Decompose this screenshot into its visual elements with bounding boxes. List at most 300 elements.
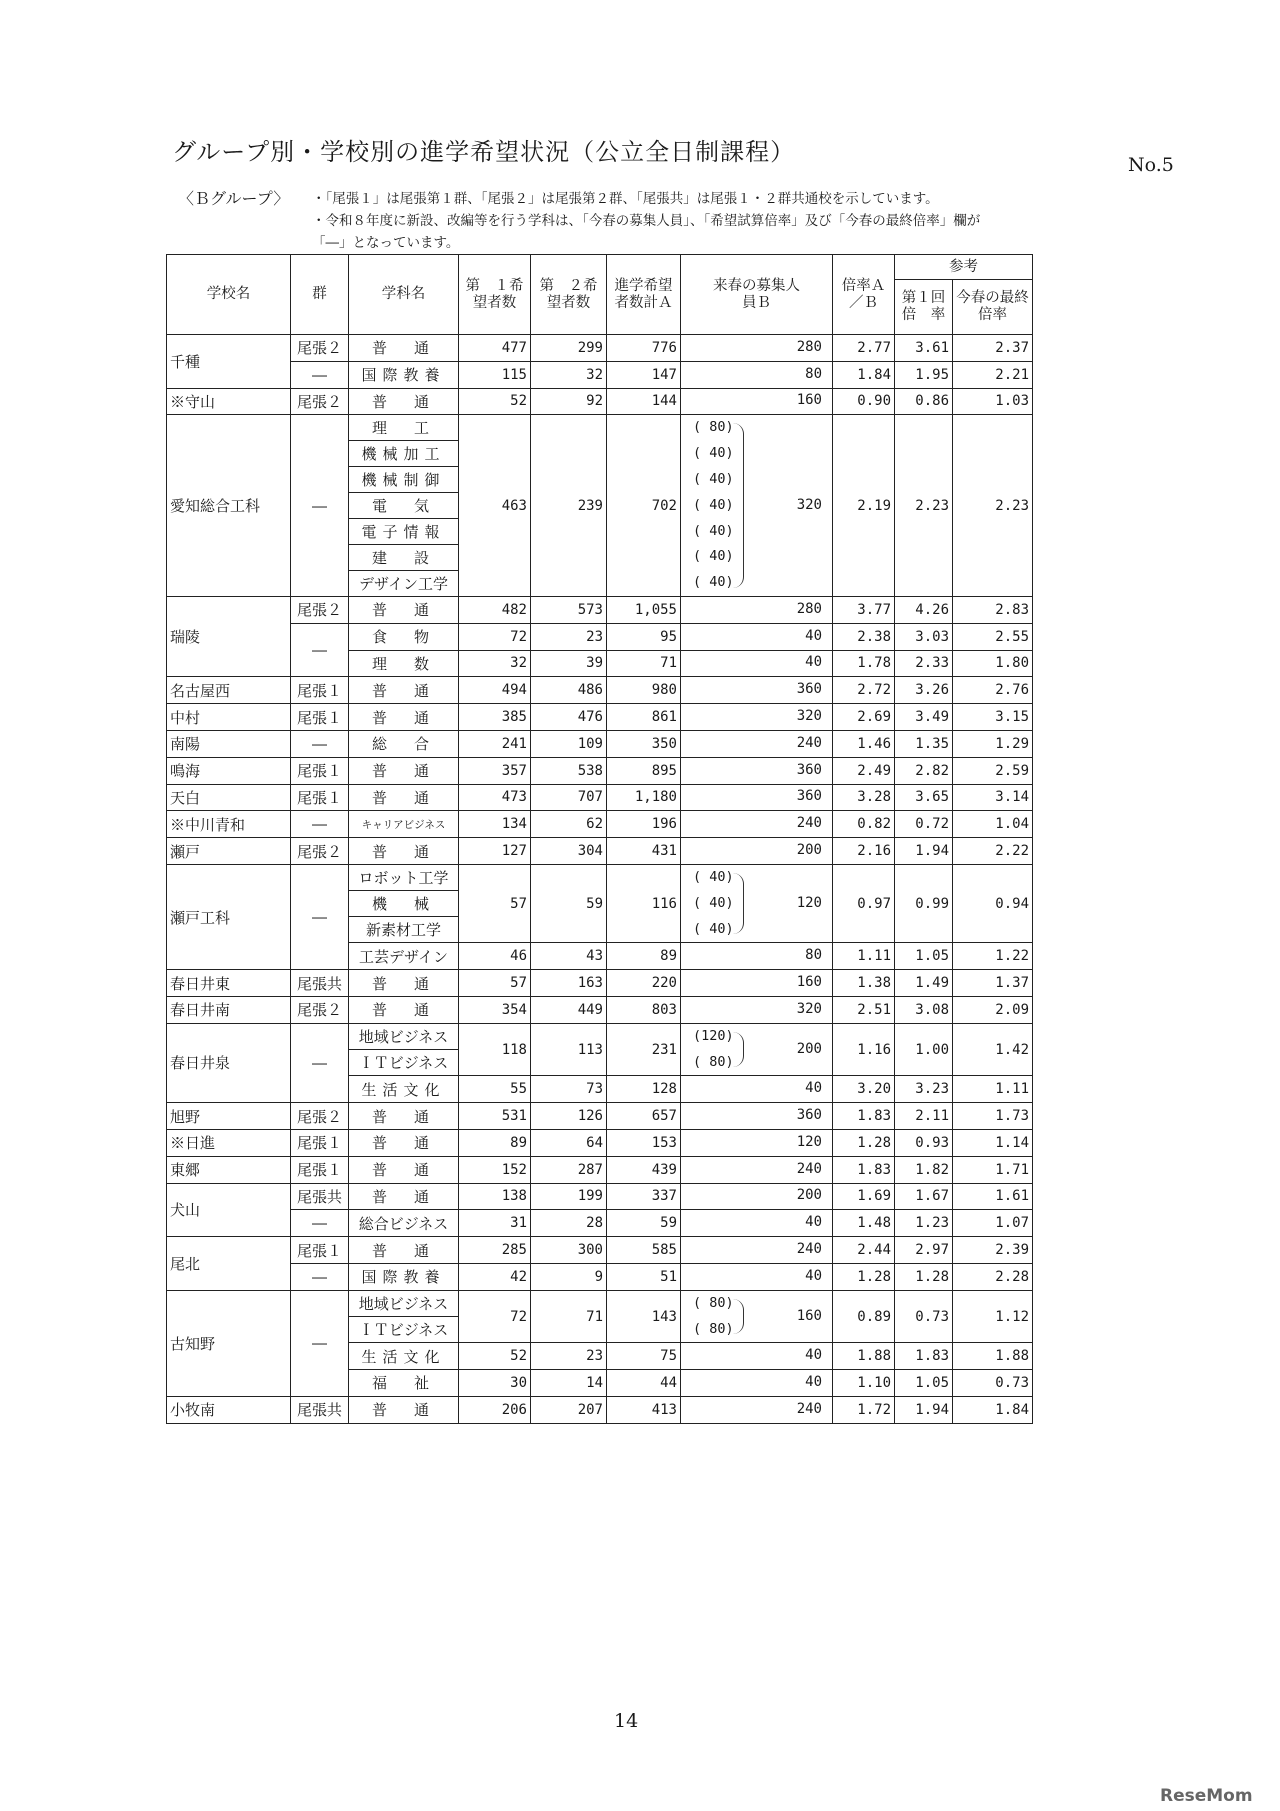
table-row [167,1210,1033,1237]
second-choice-cell: 486 [531,677,607,704]
capacity-cell [681,361,833,388]
total-applicants-cell: 980 [607,677,681,704]
capacity-cell [681,1023,833,1076]
group-cell: ― [291,1290,349,1396]
watermark-logo: ReseMom [1160,1786,1253,1806]
table-row [167,388,1033,415]
first-choice-cell: 42 [459,1263,531,1290]
school-name-cell: 名古屋西 [167,677,291,704]
ratio-cell: 0.82 [833,811,895,838]
group-cell: 尾張共 [291,1396,349,1423]
first-choice-cell: 357 [459,757,531,784]
header-ratio: 倍率Ａ／Ｂ [833,255,895,335]
department-cell: 総合ビジネス [349,1210,459,1237]
final-ratio-cell: 2.37 [953,335,1033,362]
first-choice-cell: 52 [459,388,531,415]
capacity-cell [681,704,833,731]
sub-capacity-label: ( 80) [693,419,734,436]
capacity-value: 200 [796,842,822,859]
group-cell: ― [291,361,349,388]
first-choice-cell: 138 [459,1183,531,1210]
department-cell: 機械制御 [349,467,459,493]
table-row [167,996,1033,1023]
table-row [167,677,1033,704]
group-cell: 尾張２ [291,996,349,1023]
second-choice-cell: 199 [531,1183,607,1210]
second-choice-cell: 126 [531,1103,607,1130]
group-cell: 尾張１ [291,784,349,811]
first-round-ratio-cell: 1.35 [895,730,953,757]
capacity-cell [681,1129,833,1156]
final-ratio-cell: 1.80 [953,650,1033,677]
department-cell: 普 通 [349,596,459,623]
first-round-ratio-cell: 4.26 [895,596,953,623]
header-total-applicants: 進学希望者数計Ａ [607,255,681,335]
capacity-cell [681,1183,833,1210]
second-choice-cell: 92 [531,388,607,415]
capacity-cell [681,650,833,677]
table-row [167,1103,1033,1130]
total-applicants-cell: 71 [607,650,681,677]
department-cell: 機 械 [349,891,459,917]
capacity-value: 240 [796,734,822,751]
first-choice-cell: 30 [459,1370,531,1397]
group-cell: ― [291,1210,349,1237]
ratio-cell: 1.28 [833,1263,895,1290]
capacity-value: 360 [796,1107,822,1124]
note-line-2: ・令和８年度に新設、改編等を行う学科は、「今春の募集人員」、「希望試算倍率」及び「今春の最終倍率」欄が [312,213,981,229]
final-ratio-cell: 1.71 [953,1156,1033,1183]
department-cell: 福 祉 [349,1370,459,1397]
department-cell: 国際教養 [349,361,459,388]
department-cell: 理 工 [349,415,459,441]
capacity-cell [681,1370,833,1397]
header-final-ratio: 今春の最終倍率 [953,280,1033,335]
department-cell: デザイン工学 [349,571,459,597]
sub-capacity-label: ( 80) [693,1053,734,1070]
final-ratio-cell: 1.42 [953,1023,1033,1076]
capacity-value: 240 [796,1160,822,1177]
first-choice-cell: 473 [459,784,531,811]
department-cell: 普 通 [349,335,459,362]
first-choice-cell: 241 [459,730,531,757]
second-choice-cell: 71 [531,1290,607,1343]
capacity-value: 40 [805,1080,822,1097]
second-choice-cell: 62 [531,811,607,838]
brace-icon [733,1299,744,1335]
capacity-cell [681,1263,833,1290]
capacity-value: 40 [805,1267,822,1284]
table-row [167,1156,1033,1183]
first-round-ratio-cell: 1.95 [895,361,953,388]
first-round-ratio-cell: 1.00 [895,1023,953,1076]
school-name-cell: ※中川青和 [167,811,291,838]
total-applicants-cell: 116 [607,864,681,942]
department-cell: 普 通 [349,970,459,997]
second-choice-cell: 300 [531,1237,607,1264]
capacity-value: 280 [796,600,822,617]
ratio-cell: 3.77 [833,596,895,623]
first-round-ratio-cell: 1.94 [895,1396,953,1423]
second-choice-cell: 287 [531,1156,607,1183]
department-cell: 普 通 [349,704,459,731]
first-choice-cell: 118 [459,1023,531,1076]
total-applicants-cell: 1,180 [607,784,681,811]
department-cell: 普 通 [349,784,459,811]
capacity-value: 240 [796,815,822,832]
brace-icon [733,873,744,934]
ratio-cell: 3.28 [833,784,895,811]
first-choice-cell: 89 [459,1129,531,1156]
ratio-cell: 1.10 [833,1370,895,1397]
table-row [167,1290,1033,1316]
ratio-cell: 0.90 [833,388,895,415]
second-choice-cell: 28 [531,1210,607,1237]
final-ratio-cell: 2.55 [953,623,1033,650]
total-applicants-cell: 231 [607,1023,681,1076]
sub-capacity-label: ( 40) [693,868,734,885]
sub-capacity-label: (120) [693,1027,734,1044]
department-cell: 普 通 [349,1156,459,1183]
second-choice-cell: 538 [531,757,607,784]
school-name-cell: 春日井泉 [167,1023,291,1102]
second-choice-cell: 9 [531,1263,607,1290]
total-applicants-cell: 44 [607,1370,681,1397]
capacity-cell [681,415,833,597]
school-name-cell: 旭野 [167,1103,291,1130]
first-choice-cell: 134 [459,811,531,838]
header-second-choice: 第 ２希望者数 [531,255,607,335]
second-choice-cell: 64 [531,1129,607,1156]
first-choice-cell: 115 [459,361,531,388]
capacity-value: 160 [796,1307,822,1324]
first-choice-cell: 531 [459,1103,531,1130]
table-row [167,864,1033,890]
second-choice-cell: 43 [531,943,607,970]
first-round-ratio-cell: 1.83 [895,1343,953,1370]
school-name-cell: 東郷 [167,1156,291,1183]
final-ratio-cell: 2.76 [953,677,1033,704]
capacity-value: 40 [805,654,822,671]
second-choice-cell: 39 [531,650,607,677]
ratio-cell: 1.72 [833,1396,895,1423]
second-choice-cell: 304 [531,838,607,865]
total-applicants-cell: 196 [607,811,681,838]
department-cell: 普 通 [349,1183,459,1210]
final-ratio-cell: 2.28 [953,1263,1033,1290]
capacity-value: 240 [796,1241,822,1257]
first-round-ratio-cell: 1.49 [895,970,953,997]
first-round-ratio-cell: 3.49 [895,704,953,731]
sub-capacity-label: ( 40) [693,445,734,462]
department-cell: 工芸デザイン [349,943,459,970]
ratio-cell: 1.78 [833,650,895,677]
department-cell: 生活文化 [349,1076,459,1103]
second-choice-cell: 573 [531,596,607,623]
total-applicants-cell: 895 [607,757,681,784]
table-row [167,811,1033,838]
ratio-cell: 1.83 [833,1156,895,1183]
school-name-cell: 南陽 [167,730,291,757]
ratio-cell: 2.44 [833,1237,895,1264]
ratio-cell: 2.16 [833,838,895,865]
group-cell: 尾張１ [291,1237,349,1264]
capacity-value: 120 [796,894,822,911]
first-round-ratio-cell: 0.73 [895,1290,953,1343]
total-applicants-cell: 128 [607,1076,681,1103]
capacity-value: 80 [805,947,822,964]
group-cell: 尾張１ [291,704,349,731]
first-choice-cell: 463 [459,415,531,597]
ratio-cell: 2.51 [833,996,895,1023]
total-applicants-cell: 803 [607,996,681,1023]
header-first-round-ratio: 第１回倍 率 [895,280,953,335]
total-applicants-cell: 95 [607,623,681,650]
table-row [167,838,1033,865]
capacity-cell [681,864,833,942]
first-choice-cell: 385 [459,704,531,731]
total-applicants-cell: 144 [607,388,681,415]
header-school: 学校名 [167,255,291,335]
ratio-cell: 2.69 [833,704,895,731]
first-choice-cell: 52 [459,1343,531,1370]
department-cell: 普 通 [349,838,459,865]
capacity-cell [681,1237,833,1264]
sub-capacity-label: ( 40) [693,470,734,487]
table-row [167,335,1033,362]
capacity-cell [681,335,833,362]
final-ratio-cell: 1.04 [953,811,1033,838]
sub-capacity-label: ( 80) [693,1320,734,1337]
total-applicants-cell: 51 [607,1263,681,1290]
capacity-cell [681,623,833,650]
ratio-cell: 1.83 [833,1103,895,1130]
ratio-cell: 2.72 [833,677,895,704]
first-round-ratio-cell: 3.03 [895,623,953,650]
school-name-cell: 春日井南 [167,996,291,1023]
department-cell: 理 数 [349,650,459,677]
brace-icon [733,1032,744,1068]
capacity-cell [681,388,833,415]
final-ratio-cell: 0.73 [953,1370,1033,1397]
table-row [167,1023,1033,1049]
final-ratio-cell: 2.23 [953,415,1033,597]
first-choice-cell: 31 [459,1210,531,1237]
sub-capacity-label: ( 40) [693,496,734,513]
group-cell: 尾張２ [291,388,349,415]
capacity-value: 40 [805,627,822,644]
note-line-1: ・「尾張１」は尾張第１群、「尾張２」は尾張第２群、「尾張共」は尾張１・２群共通校を示しています。 [312,191,939,207]
ratio-cell: 1.28 [833,1129,895,1156]
sub-capacity-label: ( 40) [693,894,734,911]
department-cell: 普 通 [349,1103,459,1130]
table-row [167,596,1033,623]
capacity-cell [681,838,833,865]
capacity-cell [681,811,833,838]
total-applicants-cell: 147 [607,361,681,388]
first-round-ratio-cell: 3.65 [895,784,953,811]
total-applicants-cell: 431 [607,838,681,865]
first-round-ratio-cell: 1.23 [895,1210,953,1237]
capacity-cell [681,784,833,811]
ratio-cell: 2.77 [833,335,895,362]
school-name-cell: 愛知総合工科 [167,415,291,597]
department-cell: 地域ビジネス [349,1290,459,1316]
table-row [167,784,1033,811]
first-choice-cell: 72 [459,1290,531,1343]
total-applicants-cell: 220 [607,970,681,997]
school-name-cell: 天白 [167,784,291,811]
ratio-cell: 2.38 [833,623,895,650]
first-round-ratio-cell: 0.72 [895,811,953,838]
total-applicants-cell: 702 [607,415,681,597]
final-ratio-cell: 2.22 [953,838,1033,865]
final-ratio-cell: 1.61 [953,1183,1033,1210]
first-choice-cell: 152 [459,1156,531,1183]
final-ratio-cell: 2.59 [953,757,1033,784]
final-ratio-cell: 1.29 [953,730,1033,757]
first-choice-cell: 57 [459,864,531,942]
capacity-value: 280 [796,338,822,355]
group-cell: ― [291,1023,349,1102]
school-name-cell: 小牧南 [167,1396,291,1423]
second-choice-cell: 707 [531,784,607,811]
header-dept: 学科名 [349,255,459,335]
ratio-cell: 1.46 [833,730,895,757]
group-cell: ― [291,1263,349,1290]
first-round-ratio-cell: 3.23 [895,1076,953,1103]
note-line-3: 「―」となっています。 [312,235,460,251]
capacity-value: 80 [805,365,822,382]
table-row [167,1396,1033,1423]
first-choice-cell: 206 [459,1396,531,1423]
department-cell: 電子情報 [349,519,459,545]
department-cell: 普 通 [349,1237,459,1264]
second-choice-cell: 239 [531,415,607,597]
second-choice-cell: 23 [531,623,607,650]
department-cell: 普 通 [349,388,459,415]
table-row [167,361,1033,388]
sub-capacity-label: ( 80) [693,1294,734,1311]
second-choice-cell: 59 [531,864,607,942]
total-applicants-cell: 657 [607,1103,681,1130]
capacity-cell [681,970,833,997]
school-name-cell: 瑞陵 [167,596,291,676]
second-choice-cell: 14 [531,1370,607,1397]
final-ratio-cell: 2.21 [953,361,1033,388]
total-applicants-cell: 350 [607,730,681,757]
group-cell: 尾張１ [291,1129,349,1156]
capacity-cell [681,1076,833,1103]
group-cell: 尾張２ [291,838,349,865]
first-choice-cell: 57 [459,970,531,997]
ratio-cell: 0.97 [833,864,895,942]
group-cell: 尾張２ [291,1103,349,1130]
school-name-cell: 尾北 [167,1237,291,1291]
first-choice-cell: 477 [459,335,531,362]
final-ratio-cell: 3.15 [953,704,1033,731]
total-applicants-cell: 439 [607,1156,681,1183]
group-cell: 尾張共 [291,970,349,997]
second-choice-cell: 449 [531,996,607,1023]
second-choice-cell: 476 [531,704,607,731]
first-choice-cell: 482 [459,596,531,623]
ratio-cell: 1.69 [833,1183,895,1210]
first-round-ratio-cell: 1.05 [895,943,953,970]
second-choice-cell: 23 [531,1343,607,1370]
final-ratio-cell: 1.11 [953,1076,1033,1103]
final-ratio-cell: 2.09 [953,996,1033,1023]
capacity-cell [681,596,833,623]
final-ratio-cell: 0.94 [953,864,1033,942]
group-cell: ― [291,864,349,969]
total-applicants-cell: 75 [607,1343,681,1370]
first-choice-cell: 46 [459,943,531,970]
school-name-cell: 瀬戸 [167,838,291,865]
second-choice-cell: 113 [531,1023,607,1076]
first-round-ratio-cell: 1.82 [895,1156,953,1183]
first-choice-cell: 354 [459,996,531,1023]
final-ratio-cell: 1.12 [953,1290,1033,1343]
capacity-value: 40 [805,1214,822,1231]
capacity-value: 320 [796,1000,822,1017]
capacity-value: 360 [796,761,822,778]
group-cell: 尾張２ [291,596,349,623]
school-name-cell: ※日進 [167,1129,291,1156]
ratio-cell: 2.19 [833,415,895,597]
group-cell: 尾張共 [291,1183,349,1210]
capacity-value: 200 [796,1187,822,1204]
first-round-ratio-cell: 1.94 [895,838,953,865]
first-choice-cell: 72 [459,623,531,650]
sub-capacity-label: ( 40) [693,920,734,937]
second-choice-cell: 299 [531,335,607,362]
first-round-ratio-cell: 3.26 [895,677,953,704]
school-name-cell: 鳴海 [167,757,291,784]
department-cell: キャリアビジネス [349,811,459,838]
second-choice-cell: 73 [531,1076,607,1103]
first-round-ratio-cell: 0.86 [895,388,953,415]
department-cell: 生活文化 [349,1343,459,1370]
ratio-cell: 2.49 [833,757,895,784]
final-ratio-cell: 1.07 [953,1210,1033,1237]
group-cell: 尾張２ [291,335,349,362]
total-applicants-cell: 776 [607,335,681,362]
total-applicants-cell: 585 [607,1237,681,1264]
first-choice-cell: 127 [459,838,531,865]
table-row [167,415,1033,441]
final-ratio-cell: 1.14 [953,1129,1033,1156]
first-choice-cell: 55 [459,1076,531,1103]
final-ratio-cell: 1.03 [953,388,1033,415]
first-round-ratio-cell: 3.08 [895,996,953,1023]
header-reference: 参考 [895,255,1033,280]
first-choice-cell: 494 [459,677,531,704]
first-round-ratio-cell: 0.93 [895,1129,953,1156]
ratio-cell: 3.20 [833,1076,895,1103]
capacity-value: 160 [796,392,822,409]
first-choice-cell: 285 [459,1237,531,1264]
first-round-ratio-cell: 2.33 [895,650,953,677]
department-cell: 新素材工学 [349,917,459,943]
table-row [167,1183,1033,1210]
first-round-ratio-cell: 1.05 [895,1370,953,1397]
first-choice-cell: 32 [459,650,531,677]
table-row [167,757,1033,784]
second-choice-cell: 207 [531,1396,607,1423]
group-cell: ― [291,415,349,597]
total-applicants-cell: 1,055 [607,596,681,623]
